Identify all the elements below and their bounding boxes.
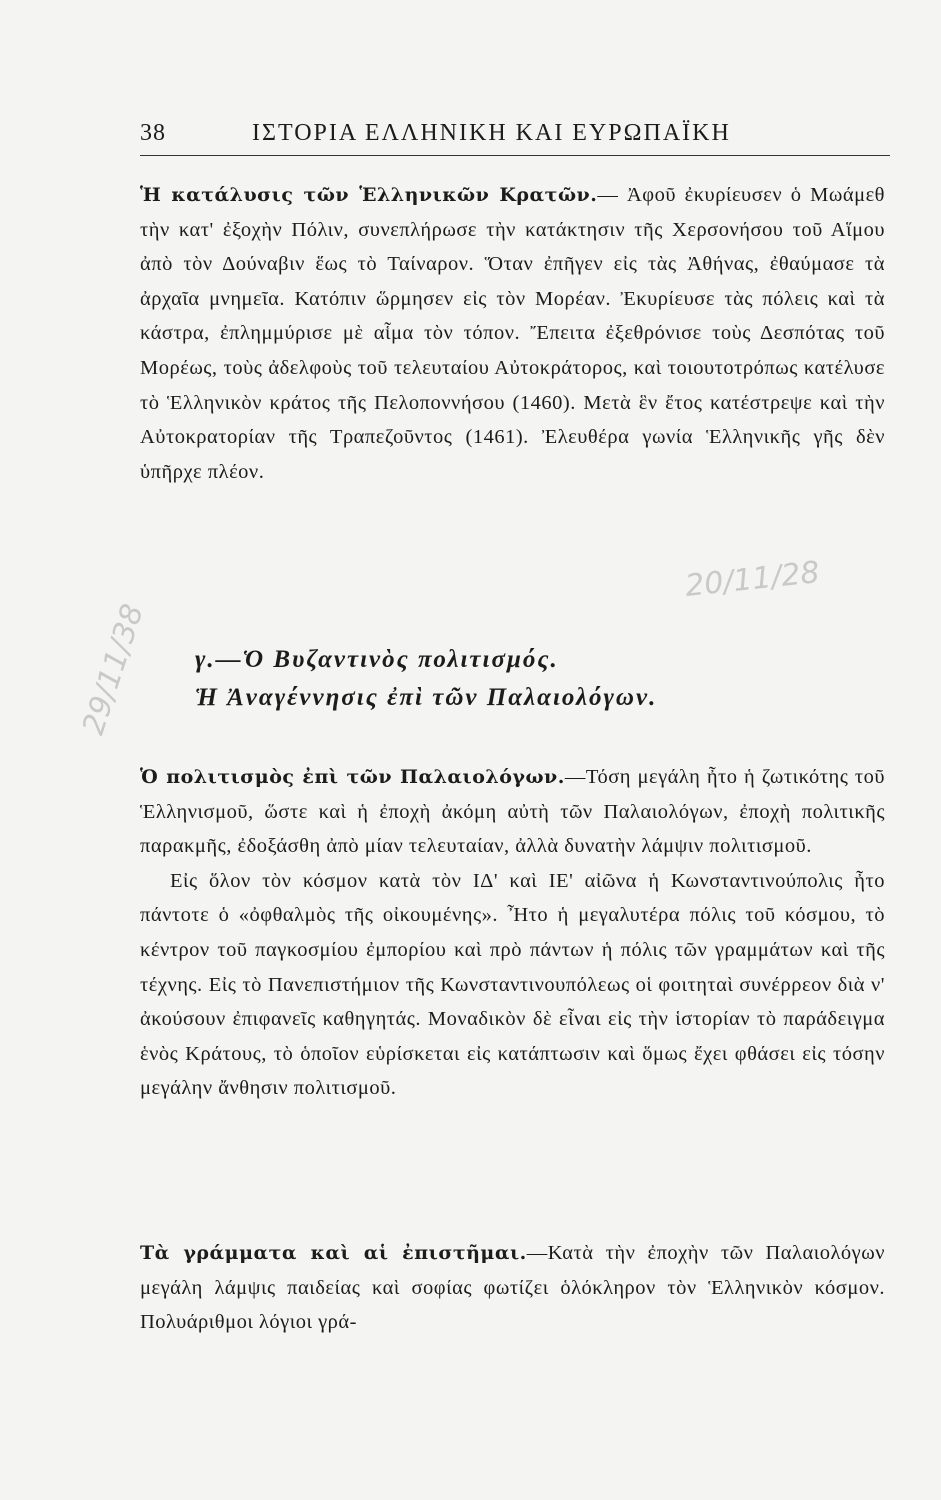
pencil-annotation: 20/11/28 — [683, 555, 822, 604]
section-fall-of-greek-states — [140, 178, 885, 489]
paragraph-text: —Κατὰ τὴν ἐποχὴν τῶν Παλαιολόγων μεγάλη λάμψις παιδείας καὶ σοφίας φωτίζει ὁλόκληρον τὸν Ἑλληνικὸν κόσμον. Πολυάριθμοι λόγιοι γρά- — [140, 1242, 885, 1334]
paragraph — [140, 1236, 885, 1340]
paragraph: Εἰς ὅλον τὸν κόσμον κατὰ τὸν ΙΔ' καὶ ΙΕ' αἰῶνα ἡ Κωνσταντινούπολις ἦτο πάντοτε ὁ «ὀφθαλμὸς τῆς οἰκουμένης». Ἦτο ἡ μεγαλυτέρα πόλις τοῦ κόσμου, τὸ κέντρον τοῦ παγκοσμίου ἐμπορίου καὶ πρὸ πάντων ἡ πόλις τῶν γραμμάτων καὶ τῆς τέχνης. Εἰς τὸ Πανεπιστήμιον τῆς Κωνσταντινουπόλεως οἱ φοιτηταὶ συνέρρεον διὰ ν' ἀκούσουν ἐπιφανεῖς καθηγητάς. Μοναδικὸν δὲ εἶναι εἰς τὴν ἱστορίαν τὸ παράδειγμα ἑνὸς Κράτους, τὸ ὁποῖον εὑρίσκεται εἰς κατάπτωσιν καὶ ὅμως ἔχει φθάσει εἰς τόσην μεγάλην ἄνθησιν πολιτισμοῦ. — [140, 869, 885, 1100]
running-head — [140, 116, 890, 152]
run-in-heading: Ἡ κατάλυσις τῶν Ἑλληνικῶν Κρατῶν. — [140, 184, 598, 206]
paragraph-text: — Ἀφοῦ ἐκυρίευσεν ὁ Μωάμεθ τὴν κατ' ἐξοχὴν Πόλιν, συνεπλήρωσε τὴν κατάκτησιν τῆς Χερσονήσου τοῦ Αἵμου ἀπὸ τὸν Δούναβιν ἕως τὸ Ταίναρον. Ὅταν ἐπῆγεν εἰς τὰς Ἀθήνας, ἐθαύμασε τὰ ἀρχαῖα μνημεῖα. Κατόπιν ὥρμησεν εἰς τὸν Μορέαν. Ἐκυρίευσε τὰς πόλεις καὶ τὰ κάστρα, ἐπλημμύρισε μὲ αἷμα τὸν τόπον. Ἔπειτα ἐξεθρόνισε τοὺς Δεσπότας τοῦ Μορέως, τοὺς ἀδελφοὺς τοῦ τελευταίου Αὐτοκράτορος, καὶ τοιουτοτρόπως κατέλυσε τὸ Ἑλληνικὸν κράτος τῆς Πελοποννήσου (1460). Μετὰ ἓν ἔτος κατέστρεψε καὶ τὴν Αὐτοκρατορίαν τῆς Τραπεζοῦντος (1461). Ἐλευθέρα γωνία Ἑλληνικῆς γῆς δὲν ὑπῆρχε πλέον. — [140, 184, 885, 483]
pencil-annotation: 29/11/38 — [75, 600, 151, 739]
run-in-heading: Ὁ πολιτισμὸς ἐπὶ τῶν Παλαιολόγων. — [140, 766, 565, 788]
section-heading-byzantine-civilization: γ.—Ὁ Βυζαντινὸς πολιτισμός. — [195, 646, 559, 673]
header-rule — [140, 155, 890, 156]
paragraph — [140, 178, 885, 489]
running-title: ΙΣΤΟΡΙΑ ΕΛΛΗΝΙΚΗ ΚΑΙ ΕΥΡΩΠΑΪΚΗ — [252, 120, 731, 146]
paragraph-text: —Τόση μεγάλη ἦτο ἡ ζωτικότης τοῦ Ἑλληνισμοῦ, ὥστε καὶ ἡ ἐποχὴ ἀκόμη αὐτὴ τῶν Παλαιολόγων, ἐποχὴ πολιτικῆς παρακμῆς, ἐδοξάσθη ἀπὸ μίαν τελευταίαν, ἀλλὰ δυνατὴν λάμψιν πολιτισμοῦ. — [140, 766, 885, 858]
paragraph — [140, 760, 885, 864]
section-civilization-palaiologoi — [140, 760, 885, 1106]
section-subheading-renaissance: Ἡ Ἀναγέννησις ἐπὶ τῶν Παλαιολόγων. — [195, 684, 658, 711]
page-number: 38 — [140, 120, 166, 146]
run-in-heading: Τὰ γράμματα καὶ αἱ ἐπιστῆμαι. — [140, 1242, 527, 1264]
section-letters-and-sciences — [140, 1236, 885, 1340]
